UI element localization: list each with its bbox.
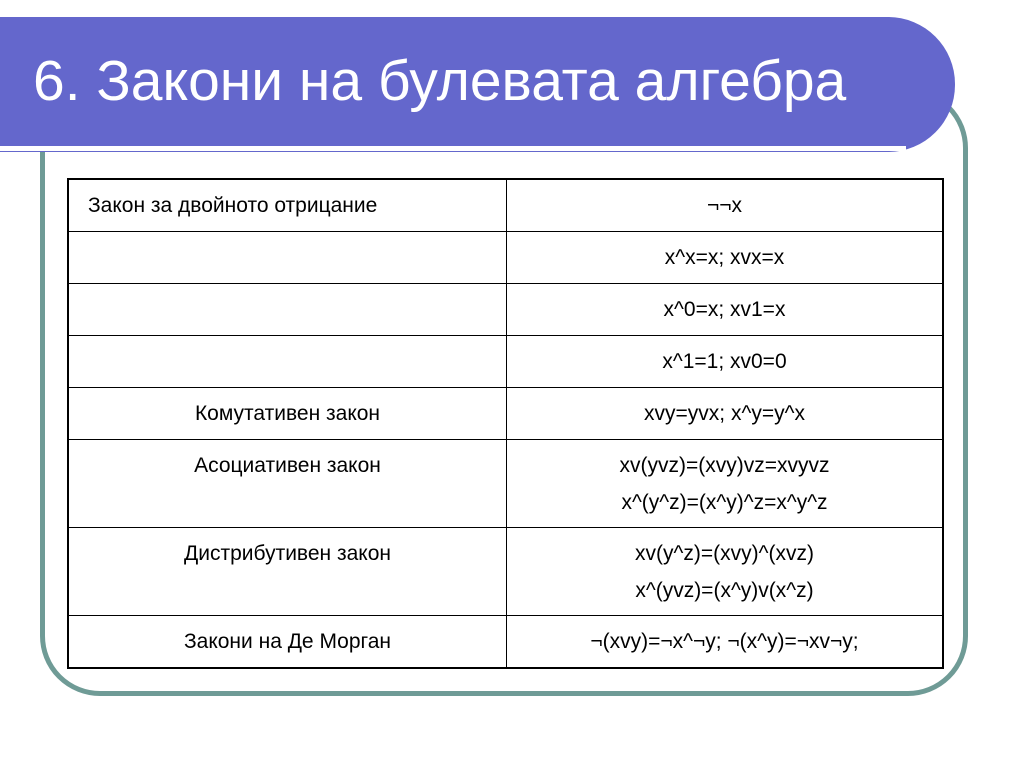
- title-underline: [0, 146, 906, 151]
- formula-line: x^0=x; xv1=x: [663, 298, 786, 321]
- boolean-laws-table: [67, 178, 944, 669]
- formula-cell: [507, 388, 944, 440]
- formula-line: x^(y^z)=(x^y)^z=x^y^z: [621, 491, 828, 514]
- formula-cell: [507, 616, 944, 669]
- law-name-cell: [68, 232, 507, 284]
- table-row: [68, 179, 943, 232]
- slide-title: 6. Закони на булевата алгебра: [33, 49, 847, 113]
- formula-line: ¬(xvy)=¬x^¬y; ¬(x^y)=¬xv¬y;: [590, 630, 859, 653]
- formula-line: x^(yvz)=(x^y)v(x^z): [635, 579, 814, 602]
- law-name-cell: Комутативен закон: [68, 388, 507, 440]
- table-row: [68, 440, 943, 528]
- law-name-cell: Закон за двойното отрицание: [68, 179, 507, 232]
- formula-line: ¬¬x: [706, 194, 743, 217]
- table-row: [68, 528, 943, 616]
- law-name-cell: Асоциативен закон: [68, 440, 507, 528]
- law-name-cell: [68, 284, 507, 336]
- formula-cell: [507, 284, 944, 336]
- formula-line: x^x=x; xvx=x: [664, 246, 785, 269]
- formula-line: x^1=1; xv0=0: [662, 350, 787, 373]
- formula-line: xv(yvz)=(xvy)vz=xvyvz: [619, 454, 830, 477]
- table-row: [68, 388, 943, 440]
- formula-cell: [507, 440, 944, 528]
- table-row: [68, 232, 943, 284]
- formula-cell: [507, 179, 944, 232]
- formula-cell: [507, 336, 944, 388]
- table-row: [68, 616, 943, 669]
- table-row: [68, 284, 943, 336]
- law-name-cell: Дистрибутивен закон: [68, 528, 507, 616]
- formula-cell: [507, 232, 944, 284]
- law-name-cell: Закони на Де Морган: [68, 616, 507, 669]
- table-row: [68, 336, 943, 388]
- formula-line: xv(y^z)=(xvy)^(xvz): [635, 542, 814, 565]
- formula-cell: [507, 528, 944, 616]
- formula-line: xvy=yvx; x^y=y^x: [644, 402, 805, 425]
- law-name-cell: [68, 336, 507, 388]
